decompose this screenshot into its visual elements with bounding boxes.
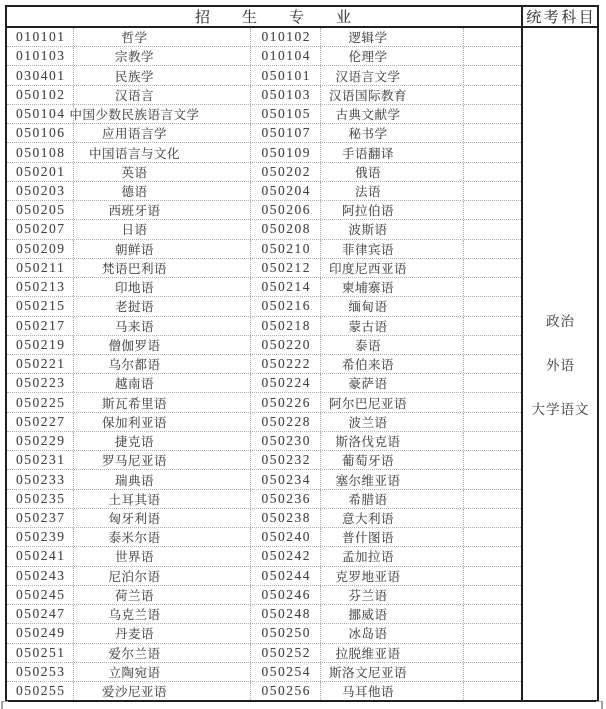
table-row bbox=[7, 547, 521, 566]
major-name-cell: 普什图语 bbox=[320, 528, 463, 546]
major-name-cell: 斯洛文尼亚语 bbox=[320, 663, 463, 681]
scan-artifact-bottom-right-2 bbox=[596, 701, 603, 702]
major-code-cell: 050225 bbox=[16, 394, 66, 410]
empty-cell bbox=[463, 509, 521, 527]
major-code-cell: 050227 bbox=[16, 413, 66, 429]
major-code-cell: 030401 bbox=[16, 67, 66, 83]
empty-cell bbox=[463, 490, 521, 508]
table-row bbox=[7, 605, 521, 624]
table-row bbox=[7, 470, 521, 489]
major-code-cell: 050213 bbox=[16, 279, 66, 295]
major-name-cell: 斯洛伐克语 bbox=[320, 432, 463, 450]
major-name-cell: 保加利亚语 bbox=[73, 413, 250, 431]
major-name-cell: 德语 bbox=[73, 182, 250, 200]
exam-subject: 外语 bbox=[546, 358, 575, 373]
empty-cell bbox=[463, 682, 521, 700]
major-name-cell: 印地语 bbox=[73, 278, 250, 296]
table-body bbox=[7, 28, 597, 700]
table-row bbox=[7, 336, 521, 355]
major-code-cell: 010103 bbox=[16, 48, 66, 64]
major-code-cell: 050226 bbox=[250, 393, 320, 411]
major-name-cell: 尼泊尔语 bbox=[73, 567, 250, 585]
table-row bbox=[7, 201, 521, 220]
major-name-cell: 西班牙语 bbox=[73, 201, 250, 219]
major-name-cell: 希伯来语 bbox=[320, 355, 463, 373]
empty-cell bbox=[463, 220, 521, 238]
major-code-cell: 050237 bbox=[16, 509, 66, 525]
table-row bbox=[7, 297, 521, 316]
majors-section-title: 招生专业 bbox=[194, 10, 383, 26]
empty-cell bbox=[463, 470, 521, 488]
major-name-cell: 土耳其语 bbox=[73, 490, 250, 508]
major-name-cell: 中国语言与文化 bbox=[73, 143, 250, 161]
major-name-cell: 乌尔都语 bbox=[73, 355, 250, 373]
table-row bbox=[7, 393, 521, 412]
table-row bbox=[7, 490, 521, 509]
empty-cell bbox=[463, 143, 521, 161]
major-code-cell: 050211 bbox=[16, 259, 66, 275]
major-name-cell: 阿拉伯语 bbox=[320, 201, 463, 219]
table-row bbox=[7, 86, 521, 105]
major-code-cell: 050104 bbox=[16, 106, 66, 122]
exam-subject: 大学语文 bbox=[531, 402, 590, 417]
major-name-cell: 梵语巴利语 bbox=[73, 259, 250, 277]
exam-subjects-column-title: 统考科目 bbox=[521, 7, 597, 26]
major-code-cell: 010104 bbox=[250, 47, 320, 65]
major-code-cell: 050241 bbox=[16, 548, 66, 564]
major-code-cell: 050101 bbox=[250, 66, 320, 84]
table-row bbox=[7, 374, 521, 393]
major-name-cell: 逻辑学 bbox=[320, 28, 463, 46]
major-code-cell: 050245 bbox=[16, 586, 66, 602]
major-code-cell: 050229 bbox=[16, 433, 66, 449]
empty-cell bbox=[463, 432, 521, 450]
empty-cell bbox=[463, 47, 521, 65]
major-code-cell: 050248 bbox=[250, 605, 320, 623]
table-row bbox=[7, 682, 521, 700]
major-name-cell: 立陶宛语 bbox=[73, 663, 250, 681]
major-name-cell: 芬兰语 bbox=[320, 586, 463, 604]
major-code-cell: 050202 bbox=[250, 163, 320, 181]
major-name-cell: 捷克语 bbox=[73, 432, 250, 450]
major-code-cell: 050247 bbox=[16, 606, 66, 622]
major-code-cell: 050239 bbox=[16, 529, 66, 545]
major-name-cell: 汉语国际教育 bbox=[320, 86, 463, 104]
table-row bbox=[7, 567, 521, 586]
major-code-cell: 050236 bbox=[250, 490, 320, 508]
major-name-cell: 哲学 bbox=[73, 28, 250, 46]
major-name-cell: 伦理学 bbox=[320, 47, 463, 65]
major-code-cell: 050246 bbox=[250, 586, 320, 604]
major-code-cell: 050207 bbox=[16, 221, 66, 237]
major-name-cell: 俄语 bbox=[320, 163, 463, 181]
major-name-cell: 拉脱维亚语 bbox=[320, 644, 463, 662]
major-code-cell: 010101 bbox=[16, 29, 66, 45]
empty-cell bbox=[463, 393, 521, 411]
major-code-cell: 050230 bbox=[250, 432, 320, 450]
major-name-cell: 日语 bbox=[73, 220, 250, 238]
major-code-cell: 050223 bbox=[16, 375, 66, 391]
major-name-cell: 泰米尔语 bbox=[73, 528, 250, 546]
exam-subjects-cell bbox=[521, 28, 597, 700]
empty-cell bbox=[463, 105, 521, 123]
major-code-cell: 050231 bbox=[16, 452, 66, 468]
table-row bbox=[7, 220, 521, 239]
table-row bbox=[7, 528, 521, 547]
empty-cell bbox=[463, 528, 521, 546]
majors-table bbox=[5, 5, 599, 702]
table-row bbox=[7, 240, 521, 259]
empty-cell bbox=[463, 297, 521, 315]
major-code-cell: 050210 bbox=[250, 240, 320, 258]
empty-cell bbox=[463, 163, 521, 181]
major-code-cell: 050212 bbox=[250, 259, 320, 277]
major-code-cell: 050235 bbox=[16, 490, 66, 506]
empty-cell bbox=[463, 624, 521, 642]
major-code-cell: 050108 bbox=[16, 144, 66, 160]
major-code-cell: 050222 bbox=[250, 355, 320, 373]
empty-cell bbox=[463, 201, 521, 219]
empty-cell bbox=[463, 317, 521, 335]
major-name-cell: 阿尔巴尼亚语 bbox=[320, 393, 463, 411]
major-code-cell: 050253 bbox=[16, 663, 66, 679]
empty-cell bbox=[463, 66, 521, 84]
table-row bbox=[7, 143, 521, 162]
major-code-cell: 050201 bbox=[16, 163, 66, 179]
major-name-cell: 波兰语 bbox=[320, 413, 463, 431]
major-code-cell: 050203 bbox=[16, 182, 66, 198]
table-row bbox=[7, 105, 521, 124]
table-row bbox=[7, 586, 521, 605]
major-name-cell: 挪威语 bbox=[320, 605, 463, 623]
major-code-cell: 050204 bbox=[250, 182, 320, 200]
major-name-cell: 柬埔寨语 bbox=[320, 278, 463, 296]
major-name-cell: 克罗地亚语 bbox=[320, 567, 463, 585]
major-name-cell: 葡萄牙语 bbox=[320, 451, 463, 469]
major-code-cell: 050240 bbox=[250, 528, 320, 546]
major-code-cell: 050208 bbox=[250, 220, 320, 238]
major-code-cell: 050221 bbox=[16, 356, 66, 372]
major-code-cell: 050249 bbox=[16, 625, 66, 641]
major-name-cell: 秘书学 bbox=[320, 124, 463, 142]
major-code-cell: 050106 bbox=[16, 125, 66, 141]
major-name-cell: 马耳他语 bbox=[320, 682, 463, 700]
major-code-cell: 050107 bbox=[250, 124, 320, 142]
major-code-cell: 050250 bbox=[250, 624, 320, 642]
major-name-cell: 民族学 bbox=[73, 66, 250, 84]
table-row bbox=[7, 317, 521, 336]
major-name-cell: 印度尼西亚语 bbox=[320, 259, 463, 277]
major-code-cell: 050214 bbox=[250, 278, 320, 296]
major-code-cell: 050252 bbox=[250, 644, 320, 662]
major-name-cell: 斯瓦希里语 bbox=[73, 393, 250, 411]
table-row bbox=[7, 66, 521, 85]
major-name-cell: 应用语言学 bbox=[73, 124, 250, 142]
exam-subject: 政治 bbox=[546, 314, 575, 329]
major-code-cell: 010102 bbox=[250, 28, 320, 46]
major-code-cell: 050234 bbox=[250, 470, 320, 488]
table-row bbox=[7, 432, 521, 451]
major-name-cell: 世界语 bbox=[73, 547, 250, 565]
major-name-cell: 英语 bbox=[73, 163, 250, 181]
major-name-cell: 朝鲜语 bbox=[73, 240, 250, 258]
major-code-cell: 050256 bbox=[250, 682, 320, 700]
empty-cell bbox=[463, 86, 521, 104]
major-code-cell: 050233 bbox=[16, 471, 66, 487]
major-name-cell: 中国少数民族语言文学 bbox=[73, 105, 250, 123]
table-row bbox=[7, 644, 521, 663]
empty-cell bbox=[463, 336, 521, 354]
major-code-cell: 050220 bbox=[250, 336, 320, 354]
major-code-cell: 050254 bbox=[250, 663, 320, 681]
major-name-cell: 爱尔兰语 bbox=[73, 644, 250, 662]
table-row bbox=[7, 509, 521, 528]
major-name-cell: 缅甸语 bbox=[320, 297, 463, 315]
empty-cell bbox=[463, 413, 521, 431]
table-row bbox=[7, 451, 521, 470]
major-name-cell: 古典文献学 bbox=[320, 105, 463, 123]
major-code-cell: 050217 bbox=[16, 317, 66, 333]
major-code-cell: 050242 bbox=[250, 547, 320, 565]
major-name-cell: 豪萨语 bbox=[320, 374, 463, 392]
major-name-cell: 匈牙利语 bbox=[73, 509, 250, 527]
major-name-cell: 罗马尼亚语 bbox=[73, 451, 250, 469]
major-name-cell: 僧伽罗语 bbox=[73, 336, 250, 354]
empty-cell bbox=[463, 182, 521, 200]
table-row bbox=[7, 413, 521, 432]
major-code-cell: 050215 bbox=[16, 298, 66, 314]
major-name-cell: 意大利语 bbox=[320, 509, 463, 527]
major-name-cell: 汉语言文学 bbox=[320, 66, 463, 84]
major-code-cell: 050238 bbox=[250, 509, 320, 527]
empty-cell bbox=[463, 28, 521, 46]
major-code-cell: 050228 bbox=[250, 413, 320, 431]
major-code-cell: 050109 bbox=[250, 143, 320, 161]
major-name-cell: 瑞典语 bbox=[73, 470, 250, 488]
major-name-cell: 蒙古语 bbox=[320, 317, 463, 335]
major-name-cell: 法语 bbox=[320, 182, 463, 200]
table-header-row bbox=[7, 7, 597, 28]
table-row bbox=[7, 124, 521, 143]
major-name-cell: 波斯语 bbox=[320, 220, 463, 238]
major-name-cell: 马来语 bbox=[73, 317, 250, 335]
major-code-cell: 050206 bbox=[250, 201, 320, 219]
major-name-cell: 越南语 bbox=[73, 374, 250, 392]
major-code-cell: 050205 bbox=[16, 202, 66, 218]
major-name-cell: 泰语 bbox=[320, 336, 463, 354]
empty-cell bbox=[463, 567, 521, 585]
table-row bbox=[7, 624, 521, 643]
empty-cell bbox=[463, 605, 521, 623]
major-code-cell: 050232 bbox=[250, 451, 320, 469]
empty-cell bbox=[463, 663, 521, 681]
major-name-cell: 老挝语 bbox=[73, 297, 250, 315]
scan-artifact-bottom-right bbox=[601, 701, 603, 709]
empty-cell bbox=[463, 451, 521, 469]
major-code-cell: 050224 bbox=[250, 374, 320, 392]
table-row bbox=[7, 355, 521, 374]
major-code-cell: 050243 bbox=[16, 567, 66, 583]
empty-cell bbox=[463, 124, 521, 142]
empty-cell bbox=[463, 278, 521, 296]
table-row bbox=[7, 278, 521, 297]
majors-table-body bbox=[7, 28, 521, 700]
major-code-cell: 050102 bbox=[16, 86, 66, 102]
table-row bbox=[7, 182, 521, 201]
table-row bbox=[7, 28, 521, 47]
major-code-cell: 050105 bbox=[250, 105, 320, 123]
major-code-cell: 050216 bbox=[250, 297, 320, 315]
major-name-cell: 孟加拉语 bbox=[320, 547, 463, 565]
major-code-cell: 050244 bbox=[250, 567, 320, 585]
major-name-cell: 宗教学 bbox=[73, 47, 250, 65]
major-name-cell: 冰岛语 bbox=[320, 624, 463, 642]
empty-cell bbox=[463, 374, 521, 392]
table-row bbox=[7, 163, 521, 182]
empty-cell bbox=[463, 586, 521, 604]
empty-cell bbox=[463, 259, 521, 277]
table-row bbox=[7, 47, 521, 66]
major-name-cell: 塞尔维亚语 bbox=[320, 470, 463, 488]
major-code-cell: 050255 bbox=[16, 683, 66, 699]
major-name-cell: 爱沙尼亚语 bbox=[73, 682, 250, 700]
table-row bbox=[7, 259, 521, 278]
major-name-cell: 荷兰语 bbox=[73, 586, 250, 604]
empty-cell bbox=[463, 644, 521, 662]
major-code-cell: 050209 bbox=[16, 240, 66, 256]
major-name-cell: 希腊语 bbox=[320, 490, 463, 508]
empty-cell bbox=[463, 355, 521, 373]
major-code-cell: 050251 bbox=[16, 644, 66, 660]
empty-cell bbox=[463, 547, 521, 565]
major-name-cell: 乌克兰语 bbox=[73, 605, 250, 623]
major-name-cell: 手语翻译 bbox=[320, 143, 463, 161]
table-row bbox=[7, 663, 521, 682]
major-code-cell: 050219 bbox=[16, 336, 66, 352]
major-name-cell: 丹麦语 bbox=[73, 624, 250, 642]
major-name-cell: 汉语言 bbox=[73, 86, 250, 104]
empty-cell bbox=[463, 240, 521, 258]
scan-artifact-bottom-left bbox=[1, 701, 3, 709]
scan-artifact-bottom-left-2 bbox=[1, 701, 8, 702]
major-name-cell: 菲律宾语 bbox=[320, 240, 463, 258]
major-code-cell: 050218 bbox=[250, 317, 320, 335]
major-code-cell: 050103 bbox=[250, 86, 320, 104]
